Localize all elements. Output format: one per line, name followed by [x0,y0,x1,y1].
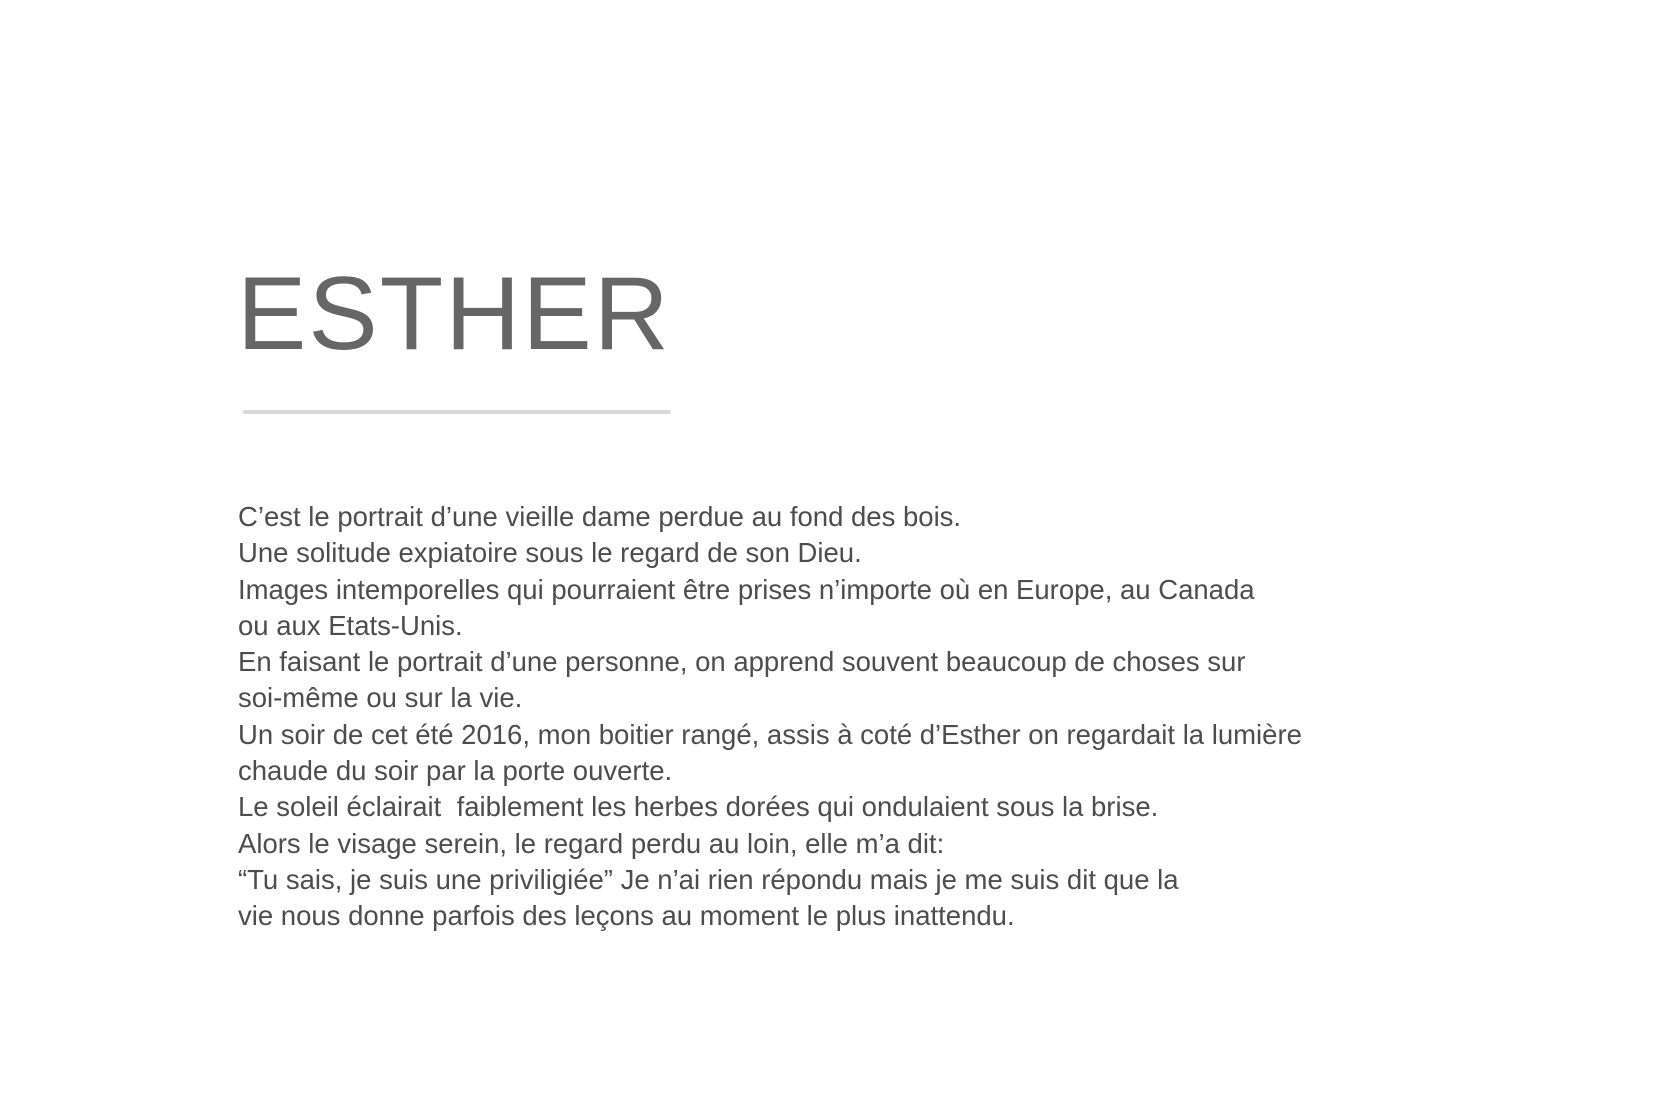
text-line: Le soleil éclairait faiblement les herbes dorées qui ondulaient sous la brise. [238,791,1159,823]
text-line: chaude du soir par la porte ouverte. [238,755,673,787]
text-line: “Tu sais, je suis une priviligiée” Je n’ai rien répondu mais je me suis dit que la [238,863,1179,895]
text-line: Une solitude expiatoire sous le regard de son Dieu. [238,537,862,569]
text-line: C’est le portrait d’une vieille dame perdue au fond des bois. [238,501,962,532]
text-line: vie nous donne parfois des leçons au moment le plus inattendu. [238,900,1015,932]
page-title: ESTHER [237,256,671,372]
title-divider [243,410,671,414]
text-line: En faisant le portrait d’une personne, on apprend souvent beaucoup de choses sur [238,646,1246,678]
text-line: Un soir de cet été 2016, mon boitier rangé, assis à coté d’Esther on regardait la lumière [238,718,1302,750]
text-line: Alors le visage serein, le regard perdu au loin, elle m’a dit: [238,827,945,859]
text-line: ou aux Etats-Unis. [238,609,463,641]
text-line: Images intemporelles qui pourraient être prises n’importe où en Europe, au Canada [238,573,1255,605]
body-paragraph [238,499,1638,935]
text-line: soi-même ou sur la vie. [238,682,523,714]
